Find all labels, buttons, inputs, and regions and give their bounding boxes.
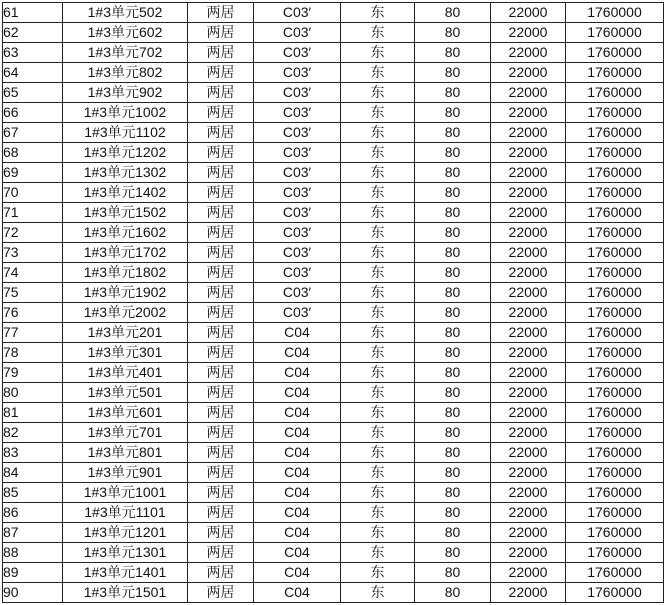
table-row	[3, 483, 664, 503]
floor-plan-model-cell: C04	[254, 443, 341, 463]
area-cell: 80	[415, 143, 491, 163]
layout-type-cell: 两居	[188, 443, 254, 463]
table-row	[3, 3, 664, 23]
orientation-cell: 东	[341, 403, 415, 423]
row-number-cell: 73	[3, 243, 63, 263]
layout-type-cell: 两居	[188, 363, 254, 383]
unit-number-cell: 1#3单元1001	[63, 483, 188, 503]
total-price-cell: 1760000	[566, 63, 664, 83]
table-row	[3, 123, 664, 143]
unit-price-cell: 22000	[491, 183, 566, 203]
unit-number-cell: 1#3单元401	[63, 363, 188, 383]
orientation-cell: 东	[341, 143, 415, 163]
table-row	[3, 43, 664, 63]
unit-price-cell: 22000	[491, 363, 566, 383]
total-price-cell: 1760000	[566, 443, 664, 463]
area-cell: 80	[415, 463, 491, 483]
row-number-cell: 75	[3, 283, 63, 303]
floor-plan-model-cell: C04	[254, 563, 341, 583]
area-cell: 80	[415, 23, 491, 43]
layout-type-cell: 两居	[188, 103, 254, 123]
row-number-cell: 84	[3, 463, 63, 483]
orientation-cell: 东	[341, 543, 415, 563]
total-price-cell: 1760000	[566, 403, 664, 423]
unit-number-cell: 1#3单元801	[63, 443, 188, 463]
area-cell: 80	[415, 83, 491, 103]
area-cell: 80	[415, 203, 491, 223]
unit-number-cell: 1#3单元1301	[63, 543, 188, 563]
table-row	[3, 423, 664, 443]
unit-number-cell: 1#3单元702	[63, 43, 188, 63]
area-cell: 80	[415, 163, 491, 183]
unit-number-cell: 1#3单元301	[63, 343, 188, 363]
table-row	[3, 523, 664, 543]
row-number-cell: 88	[3, 543, 63, 563]
unit-number-cell: 1#3单元502	[63, 3, 188, 23]
floor-plan-model-cell: C03′	[254, 23, 341, 43]
total-price-cell: 1760000	[566, 3, 664, 23]
total-price-cell: 1760000	[566, 583, 664, 603]
area-cell: 80	[415, 63, 491, 83]
unit-price-cell: 22000	[491, 123, 566, 143]
row-number-cell: 62	[3, 23, 63, 43]
unit-price-cell: 22000	[491, 403, 566, 423]
orientation-cell: 东	[341, 443, 415, 463]
unit-number-cell: 1#3单元1802	[63, 263, 188, 283]
floor-plan-model-cell: C03′	[254, 143, 341, 163]
orientation-cell: 东	[341, 263, 415, 283]
table-row	[3, 363, 664, 383]
floor-plan-model-cell: C03′	[254, 103, 341, 123]
orientation-cell: 东	[341, 123, 415, 143]
row-number-cell: 69	[3, 163, 63, 183]
table-row	[3, 443, 664, 463]
floor-plan-model-cell: C04	[254, 463, 341, 483]
area-cell: 80	[415, 363, 491, 383]
table-row	[3, 23, 664, 43]
unit-number-cell: 1#3单元901	[63, 463, 188, 483]
floor-plan-model-cell: C04	[254, 383, 341, 403]
area-cell: 80	[415, 243, 491, 263]
unit-number-cell: 1#3单元1101	[63, 503, 188, 523]
orientation-cell: 东	[341, 463, 415, 483]
orientation-cell: 东	[341, 583, 415, 603]
floor-plan-model-cell: C04	[254, 523, 341, 543]
unit-price-cell: 22000	[491, 263, 566, 283]
total-price-cell: 1760000	[566, 243, 664, 263]
unit-price-cell: 22000	[491, 483, 566, 503]
area-cell: 80	[415, 123, 491, 143]
row-number-cell: 74	[3, 263, 63, 283]
unit-number-cell: 1#3单元1102	[63, 123, 188, 143]
table-row	[3, 103, 664, 123]
row-number-cell: 78	[3, 343, 63, 363]
area-cell: 80	[415, 403, 491, 423]
layout-type-cell: 两居	[188, 263, 254, 283]
total-price-cell: 1760000	[566, 283, 664, 303]
table-row	[3, 503, 664, 523]
row-number-cell: 77	[3, 323, 63, 343]
table-row	[3, 203, 664, 223]
floor-plan-model-cell: C03′	[254, 63, 341, 83]
unit-number-cell: 1#3单元201	[63, 323, 188, 343]
total-price-cell: 1760000	[566, 23, 664, 43]
orientation-cell: 东	[341, 383, 415, 403]
orientation-cell: 东	[341, 223, 415, 243]
layout-type-cell: 两居	[188, 563, 254, 583]
floor-plan-model-cell: C04	[254, 323, 341, 343]
total-price-cell: 1760000	[566, 223, 664, 243]
table-row	[3, 83, 664, 103]
floor-plan-model-cell: C04	[254, 403, 341, 423]
total-price-cell: 1760000	[566, 263, 664, 283]
row-number-cell: 72	[3, 223, 63, 243]
total-price-cell: 1760000	[566, 163, 664, 183]
row-number-cell: 90	[3, 583, 63, 603]
unit-price-cell: 22000	[491, 3, 566, 23]
row-number-cell: 64	[3, 63, 63, 83]
table-row	[3, 303, 664, 323]
area-cell: 80	[415, 283, 491, 303]
floor-plan-model-cell: C03′	[254, 3, 341, 23]
table-row	[3, 63, 664, 83]
area-cell: 80	[415, 503, 491, 523]
unit-price-cell: 22000	[491, 543, 566, 563]
unit-number-cell: 1#3单元1702	[63, 243, 188, 263]
area-cell: 80	[415, 303, 491, 323]
layout-type-cell: 两居	[188, 143, 254, 163]
total-price-cell: 1760000	[566, 523, 664, 543]
area-cell: 80	[415, 223, 491, 243]
layout-type-cell: 两居	[188, 203, 254, 223]
row-number-cell: 71	[3, 203, 63, 223]
floor-plan-model-cell: C03′	[254, 43, 341, 63]
row-number-cell: 66	[3, 103, 63, 123]
unit-number-cell: 1#3单元1902	[63, 283, 188, 303]
row-number-cell: 67	[3, 123, 63, 143]
unit-number-cell: 1#3单元2002	[63, 303, 188, 323]
area-cell: 80	[415, 423, 491, 443]
unit-number-cell: 1#3单元1501	[63, 583, 188, 603]
unit-number-cell: 1#3单元601	[63, 403, 188, 423]
floor-plan-model-cell: C04	[254, 503, 341, 523]
layout-type-cell: 两居	[188, 483, 254, 503]
layout-type-cell: 两居	[188, 463, 254, 483]
total-price-cell: 1760000	[566, 323, 664, 343]
floor-plan-model-cell: C04	[254, 343, 341, 363]
area-cell: 80	[415, 323, 491, 343]
layout-type-cell: 两居	[188, 223, 254, 243]
unit-price-cell: 22000	[491, 23, 566, 43]
unit-price-cell: 22000	[491, 303, 566, 323]
layout-type-cell: 两居	[188, 303, 254, 323]
total-price-cell: 1760000	[566, 343, 664, 363]
unit-price-cell: 22000	[491, 463, 566, 483]
table-row	[3, 403, 664, 423]
layout-type-cell: 两居	[188, 43, 254, 63]
row-number-cell: 79	[3, 363, 63, 383]
table-row	[3, 183, 664, 203]
row-number-cell: 61	[3, 3, 63, 23]
table-body	[3, 3, 664, 603]
floor-plan-model-cell: C03′	[254, 243, 341, 263]
row-number-cell: 87	[3, 523, 63, 543]
layout-type-cell: 两居	[188, 343, 254, 363]
row-number-cell: 80	[3, 383, 63, 403]
floor-plan-model-cell: C03′	[254, 83, 341, 103]
unit-price-cell: 22000	[491, 343, 566, 363]
unit-number-cell: 1#3单元501	[63, 383, 188, 403]
unit-number-cell: 1#3单元1201	[63, 523, 188, 543]
row-number-cell: 81	[3, 403, 63, 423]
total-price-cell: 1760000	[566, 143, 664, 163]
area-cell: 80	[415, 3, 491, 23]
orientation-cell: 东	[341, 423, 415, 443]
layout-type-cell: 两居	[188, 163, 254, 183]
total-price-cell: 1760000	[566, 43, 664, 63]
total-price-cell: 1760000	[566, 503, 664, 523]
unit-number-cell: 1#3单元802	[63, 63, 188, 83]
unit-price-cell: 22000	[491, 103, 566, 123]
area-cell: 80	[415, 263, 491, 283]
floor-plan-model-cell: C03′	[254, 223, 341, 243]
unit-price-cell: 22000	[491, 523, 566, 543]
row-number-cell: 83	[3, 443, 63, 463]
orientation-cell: 东	[341, 563, 415, 583]
area-cell: 80	[415, 563, 491, 583]
layout-type-cell: 两居	[188, 503, 254, 523]
area-cell: 80	[415, 583, 491, 603]
layout-type-cell: 两居	[188, 83, 254, 103]
layout-type-cell: 两居	[188, 63, 254, 83]
orientation-cell: 东	[341, 23, 415, 43]
total-price-cell: 1760000	[566, 103, 664, 123]
orientation-cell: 东	[341, 3, 415, 23]
unit-price-table	[2, 2, 664, 603]
floor-plan-model-cell: C04	[254, 363, 341, 383]
area-cell: 80	[415, 523, 491, 543]
floor-plan-model-cell: C03′	[254, 263, 341, 283]
unit-number-cell: 1#3单元1202	[63, 143, 188, 163]
unit-price-cell: 22000	[491, 163, 566, 183]
unit-price-cell: 22000	[491, 283, 566, 303]
orientation-cell: 东	[341, 183, 415, 203]
unit-price-cell: 22000	[491, 563, 566, 583]
table-row	[3, 263, 664, 283]
table-row	[3, 323, 664, 343]
total-price-cell: 1760000	[566, 123, 664, 143]
layout-type-cell: 两居	[188, 543, 254, 563]
row-number-cell: 76	[3, 303, 63, 323]
floor-plan-model-cell: C03′	[254, 163, 341, 183]
floor-plan-model-cell: C03′	[254, 303, 341, 323]
table-row	[3, 463, 664, 483]
total-price-cell: 1760000	[566, 183, 664, 203]
unit-price-cell: 22000	[491, 143, 566, 163]
unit-price-cell: 22000	[491, 443, 566, 463]
table-row	[3, 383, 664, 403]
total-price-cell: 1760000	[566, 383, 664, 403]
table-row	[3, 143, 664, 163]
orientation-cell: 东	[341, 43, 415, 63]
table-row	[3, 343, 664, 363]
orientation-cell: 东	[341, 103, 415, 123]
layout-type-cell: 两居	[188, 423, 254, 443]
unit-price-cell: 22000	[491, 583, 566, 603]
row-number-cell: 85	[3, 483, 63, 503]
orientation-cell: 东	[341, 303, 415, 323]
unit-number-cell: 1#3单元1302	[63, 163, 188, 183]
unit-number-cell: 1#3单元902	[63, 83, 188, 103]
table-row	[3, 563, 664, 583]
floor-plan-model-cell: C03′	[254, 183, 341, 203]
table-row	[3, 583, 664, 603]
orientation-cell: 东	[341, 483, 415, 503]
unit-price-cell: 22000	[491, 503, 566, 523]
unit-number-cell: 1#3单元1402	[63, 183, 188, 203]
unit-price-cell: 22000	[491, 243, 566, 263]
orientation-cell: 东	[341, 343, 415, 363]
unit-number-cell: 1#3单元701	[63, 423, 188, 443]
row-number-cell: 68	[3, 143, 63, 163]
row-number-cell: 70	[3, 183, 63, 203]
unit-price-cell: 22000	[491, 63, 566, 83]
area-cell: 80	[415, 443, 491, 463]
unit-number-cell: 1#3单元1401	[63, 563, 188, 583]
floor-plan-model-cell: C04	[254, 583, 341, 603]
area-cell: 80	[415, 103, 491, 123]
orientation-cell: 东	[341, 203, 415, 223]
unit-price-cell: 22000	[491, 383, 566, 403]
table-row	[3, 543, 664, 563]
total-price-cell: 1760000	[566, 543, 664, 563]
orientation-cell: 东	[341, 503, 415, 523]
orientation-cell: 东	[341, 243, 415, 263]
layout-type-cell: 两居	[188, 403, 254, 423]
floor-plan-model-cell: C03′	[254, 283, 341, 303]
floor-plan-model-cell: C03′	[254, 203, 341, 223]
area-cell: 80	[415, 343, 491, 363]
total-price-cell: 1760000	[566, 203, 664, 223]
layout-type-cell: 两居	[188, 383, 254, 403]
row-number-cell: 89	[3, 563, 63, 583]
layout-type-cell: 两居	[188, 243, 254, 263]
floor-plan-model-cell: C04	[254, 543, 341, 563]
layout-type-cell: 两居	[188, 523, 254, 543]
orientation-cell: 东	[341, 363, 415, 383]
layout-type-cell: 两居	[188, 323, 254, 343]
orientation-cell: 东	[341, 163, 415, 183]
layout-type-cell: 两居	[188, 583, 254, 603]
unit-number-cell: 1#3单元1602	[63, 223, 188, 243]
area-cell: 80	[415, 483, 491, 503]
total-price-cell: 1760000	[566, 423, 664, 443]
table-row	[3, 283, 664, 303]
layout-type-cell: 两居	[188, 3, 254, 23]
unit-price-cell: 22000	[491, 423, 566, 443]
unit-price-cell: 22000	[491, 203, 566, 223]
unit-number-cell: 1#3单元1002	[63, 103, 188, 123]
layout-type-cell: 两居	[188, 183, 254, 203]
total-price-cell: 1760000	[566, 463, 664, 483]
floor-plan-model-cell: C04	[254, 483, 341, 503]
orientation-cell: 东	[341, 83, 415, 103]
total-price-cell: 1760000	[566, 83, 664, 103]
total-price-cell: 1760000	[566, 483, 664, 503]
total-price-cell: 1760000	[566, 363, 664, 383]
area-cell: 80	[415, 43, 491, 63]
unit-price-cell: 22000	[491, 323, 566, 343]
table-row	[3, 223, 664, 243]
unit-number-cell: 1#3单元602	[63, 23, 188, 43]
row-number-cell: 63	[3, 43, 63, 63]
floor-plan-model-cell: C04	[254, 423, 341, 443]
area-cell: 80	[415, 383, 491, 403]
layout-type-cell: 两居	[188, 123, 254, 143]
table-row	[3, 243, 664, 263]
orientation-cell: 东	[341, 283, 415, 303]
unit-number-cell: 1#3单元1502	[63, 203, 188, 223]
table-row	[3, 163, 664, 183]
unit-price-cell: 22000	[491, 43, 566, 63]
area-cell: 80	[415, 543, 491, 563]
row-number-cell: 65	[3, 83, 63, 103]
unit-price-cell: 22000	[491, 83, 566, 103]
unit-price-cell: 22000	[491, 223, 566, 243]
orientation-cell: 东	[341, 63, 415, 83]
orientation-cell: 东	[341, 323, 415, 343]
layout-type-cell: 两居	[188, 283, 254, 303]
row-number-cell: 86	[3, 503, 63, 523]
floor-plan-model-cell: C03′	[254, 123, 341, 143]
area-cell: 80	[415, 183, 491, 203]
total-price-cell: 1760000	[566, 303, 664, 323]
total-price-cell: 1760000	[566, 563, 664, 583]
row-number-cell: 82	[3, 423, 63, 443]
orientation-cell: 东	[341, 523, 415, 543]
layout-type-cell: 两居	[188, 23, 254, 43]
